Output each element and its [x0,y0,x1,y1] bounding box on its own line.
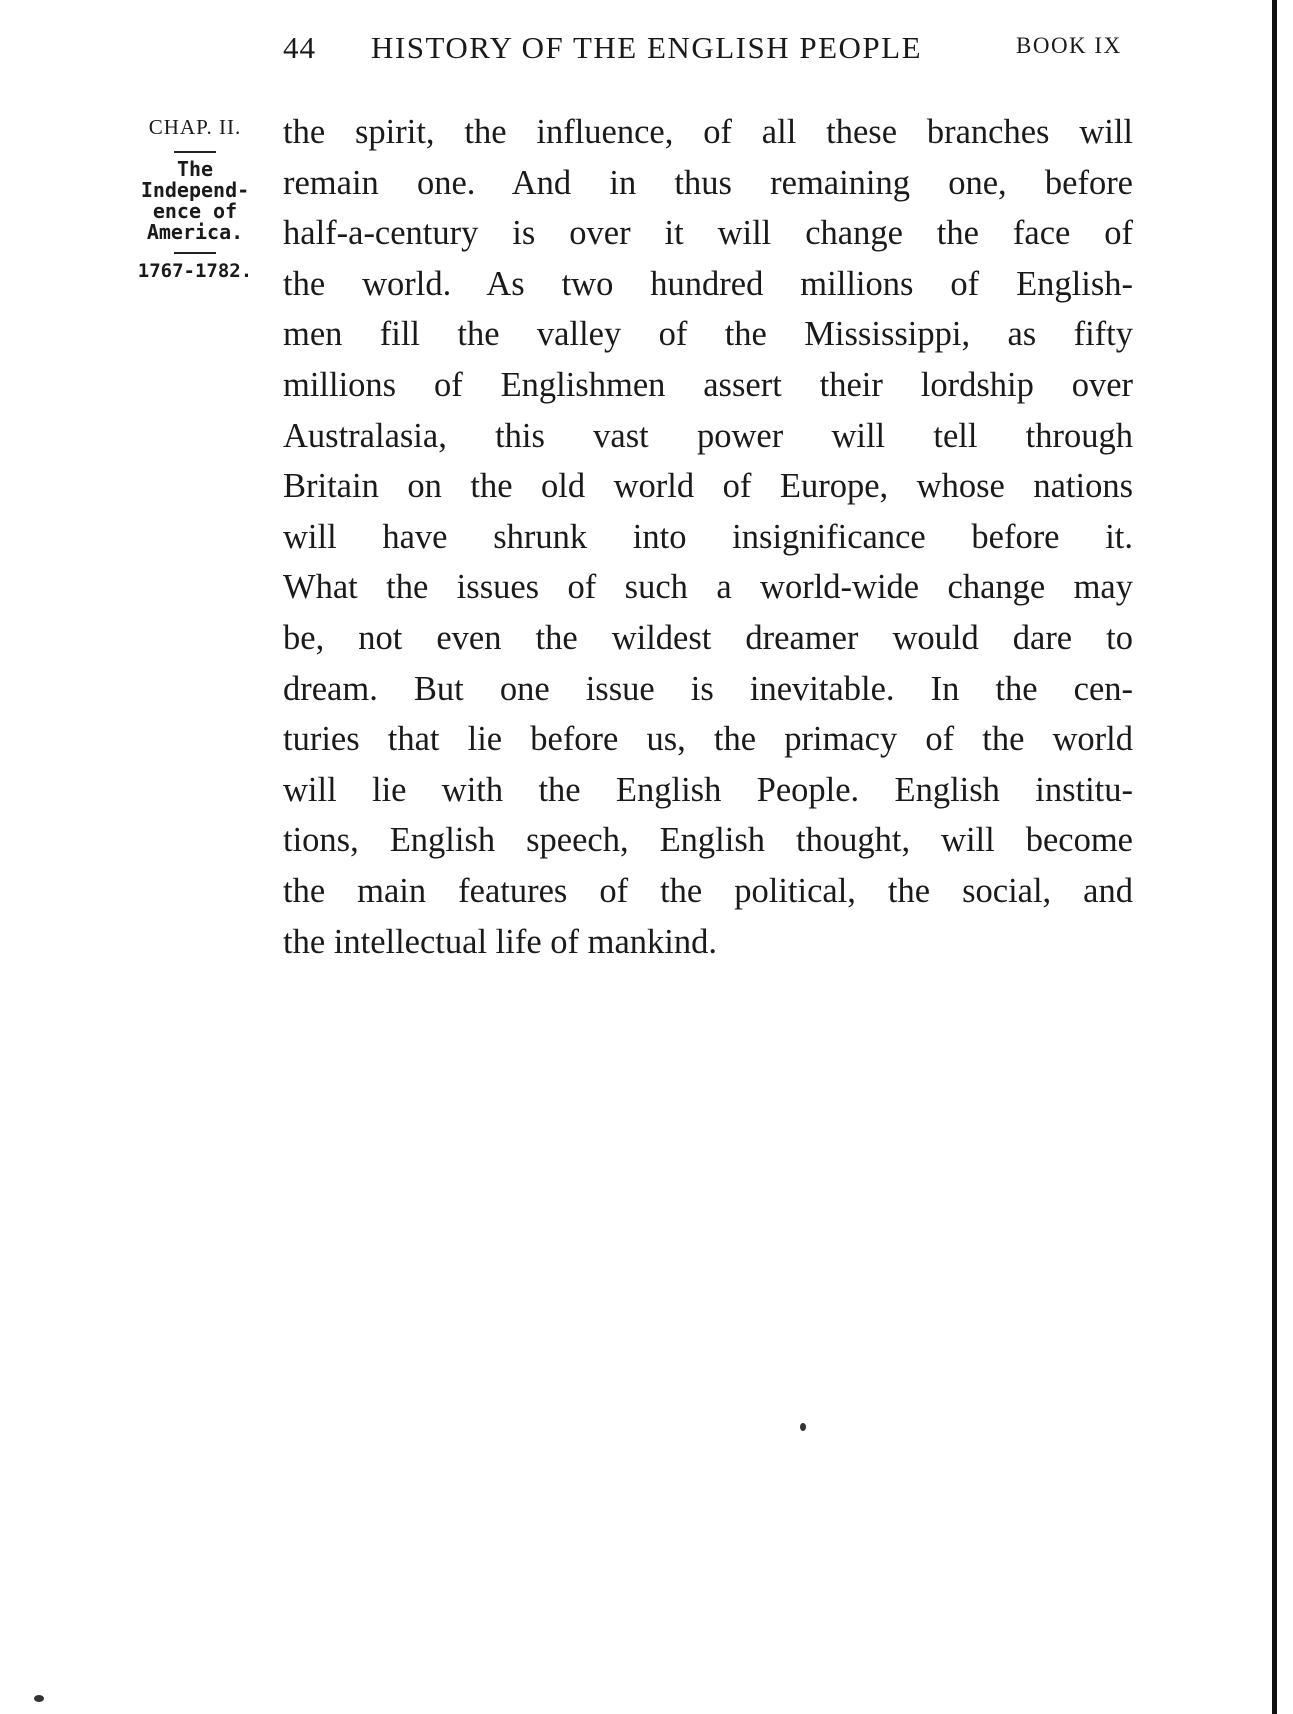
text-line: millions of Englishmen assert their lordship over [283,365,1133,404]
text-line: be, not even the wildest dreamer would dare to [283,618,1133,657]
text-line: half-a-century is over it will change the face of [283,214,1133,253]
topic-line: The [176,157,214,181]
text-line: Australasia, this vast power will tell through [283,416,1133,455]
text-line: remain one. And in thus remaining one, before [283,163,1133,202]
text-line: tions, English speech, English thought, will become [283,821,1133,860]
body-paragraph [283,107,1133,967]
text-line: dream. But one issue is inevitable. In the cen- [283,669,1133,708]
text-line: men fill the valley of the Mississippi, as fifty [283,315,1133,354]
topic-line: America. [146,220,244,244]
text-line: the intellectual life of mankind. [283,922,717,961]
text-line: the spirit, the influence, of all these branches will [283,113,1133,151]
page-number: 44 [283,30,316,65]
margin-note [130,112,260,282]
date-range: 1767-1782. [137,260,253,282]
running-head [283,30,1133,74]
book-label: BOOK IX [1016,33,1122,58]
page-edge [1272,0,1277,1714]
running-title: HISTORY OF THE ENGLISH PEOPLE [371,30,923,65]
divider [174,151,216,153]
text-line: the main features of the political, the social, and [283,871,1133,910]
topic-line: ence of [152,199,238,223]
text-line: Britain on the old world of Europe, whose nations [283,467,1133,506]
text-line: What the issues of such a world-wide change may [283,568,1133,607]
divider [174,252,216,254]
text-line: the world. As two hundred millions of English- [283,264,1133,303]
topic-line: Independ- [140,178,250,202]
chapter-label: CHAP. II. [148,115,242,139]
text-line: will lie with the English People. English institu- [283,770,1133,809]
ink-speck [34,1695,44,1702]
text-line: will have shrunk into insignificance before it. [283,517,1133,556]
text-line: turies that lie before us, the primacy of the world [283,720,1133,759]
ink-speck [800,1423,806,1431]
